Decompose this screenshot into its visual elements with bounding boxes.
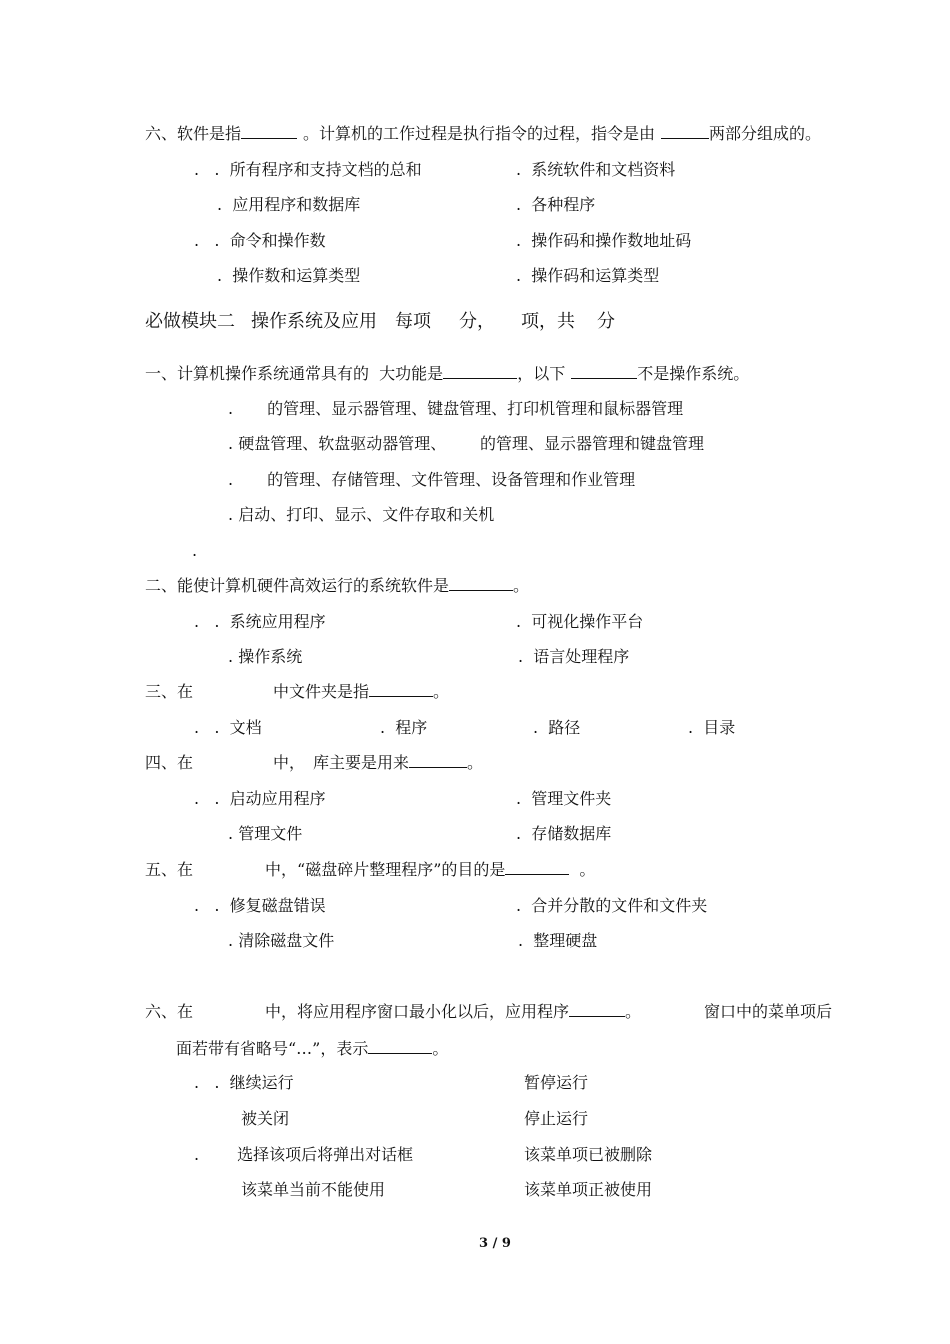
question-stem: 二、能使计算机硬件高效运行的系统软件是 。	[145, 576, 530, 595]
question-stem: 三、在 中文件夹是指 。	[145, 682, 450, 701]
option-c: 该菜单当前不能使用	[241, 1180, 386, 1199]
option-a: . 选择该项后将弹出对话框	[194, 1145, 414, 1164]
option-d: . 目录	[688, 718, 736, 737]
option-b: . 可视化操作平台	[516, 612, 644, 631]
option-b: . 管理文件夹	[516, 789, 612, 808]
option-a: . . 所有程序和支持文档的总和	[194, 160, 422, 179]
option-c: . 操作系统	[228, 647, 303, 666]
option-a: . . 启动应用程序	[194, 789, 326, 808]
option-c: . 应用程序和数据库	[217, 195, 361, 214]
option-d: . 整理硬盘	[518, 931, 598, 950]
option-b-cont: 的管理、显示器管理和键盘管理	[480, 434, 705, 453]
option-c: 被关闭	[241, 1109, 290, 1128]
answer-blank[interactable]	[571, 364, 637, 379]
page-number: 3 / 9	[479, 1236, 511, 1251]
option-c: . 路径	[533, 718, 581, 737]
answer-blank[interactable]	[241, 124, 297, 139]
question-stem: 六、在 中，将应用程序窗口最小化以后，应用程序 。	[145, 1002, 642, 1021]
question-stem: 一、计算机操作系统通常具有的 大功能是 ，以下 不是操作系统。	[145, 364, 750, 383]
option-a: . . 继续运行	[194, 1073, 294, 1092]
question-stem: 五、在 中，“磁盘碎片整理程序”的目的是 。	[145, 860, 596, 879]
option-c: . 的管理、存储管理、文件管理、设备管理和作业管理	[228, 470, 636, 489]
option-b: . 硬盘管理、软盘驱动器管理、	[228, 434, 447, 453]
question-stem-line2: 面若带有省略号“…”，表示 。	[176, 1039, 449, 1058]
module-heading: 必做模块二 操作系统及应用 每项 分， 项，共 分	[145, 311, 615, 332]
option-c: . 管理文件	[228, 824, 303, 843]
option-a: . . 系统应用程序	[194, 612, 326, 631]
answer-blank[interactable]	[368, 1039, 432, 1054]
option-a: . 的管理、显示器管理、键盘管理、打印机管理和鼠标器管理	[228, 399, 684, 418]
option-b: . 操作码和操作数地址码	[516, 231, 692, 250]
question-stem-cont: 窗口中的菜单项后	[704, 1002, 833, 1021]
option-b: 该菜单项已被删除	[524, 1145, 653, 1164]
answer-blank[interactable]	[661, 124, 709, 139]
option-b: . 合并分散的文件和文件夹	[516, 896, 708, 915]
option-a: . . 修复磁盘错误	[194, 896, 326, 915]
option-d: . 各种程序	[516, 195, 596, 214]
option-a: . . 文档	[194, 718, 262, 737]
option-b: . 程序	[380, 718, 428, 737]
option-d: 停止运行	[524, 1109, 589, 1128]
answer-blank[interactable]	[443, 364, 517, 379]
answer-blank[interactable]	[369, 682, 433, 697]
option-d: . 启动、打印、显示、文件存取和关机	[228, 505, 495, 524]
option-b: . 系统软件和文档资料	[516, 160, 676, 179]
question-stem: 六、软件是指 。计算机的工作过程是执行指令的过程，指令是由 两部分组成的。	[145, 124, 822, 143]
option-d: . 语言处理程序	[518, 647, 630, 666]
option-c: . 操作数和运算类型	[217, 266, 361, 285]
stray-mark: .	[192, 541, 198, 560]
answer-blank[interactable]	[449, 576, 513, 591]
option-c: . 清除磁盘文件	[228, 931, 335, 950]
answer-blank[interactable]	[505, 860, 569, 875]
answer-blank[interactable]	[409, 753, 467, 768]
option-d: . 操作码和运算类型	[516, 266, 660, 285]
answer-blank[interactable]	[569, 1002, 625, 1017]
option-a: . . 命令和操作数	[194, 231, 326, 250]
option-d: . 存储数据库	[516, 824, 612, 843]
option-b: 暂停运行	[524, 1073, 589, 1092]
option-d: 该菜单项正被使用	[524, 1180, 653, 1199]
question-stem: 四、在 中， 库主要是用来 。	[145, 753, 484, 772]
